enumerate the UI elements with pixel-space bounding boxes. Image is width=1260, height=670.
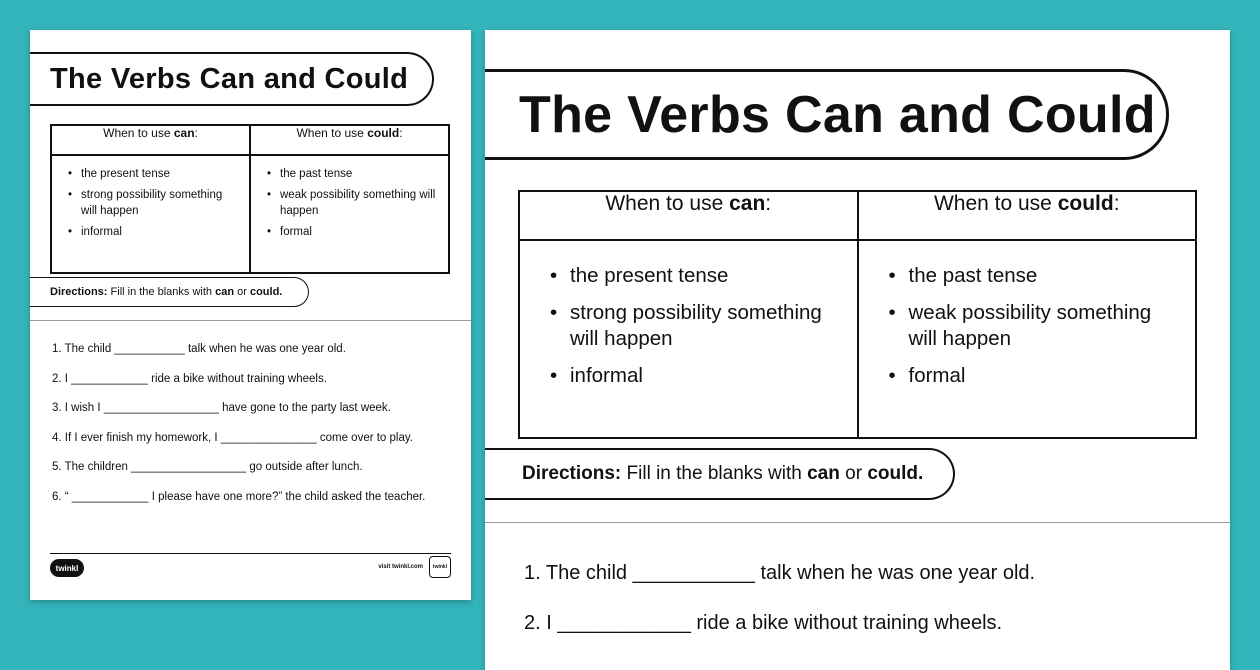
list-item: • weak possibility something will happen	[889, 300, 1182, 352]
list-item: • strong possibility something will happen	[550, 300, 843, 352]
worksheet-preview-small	[30, 30, 471, 600]
divider	[485, 522, 1230, 523]
twinkl-logo: twinkl	[50, 559, 84, 577]
question-item: 6. “ ____________ I please have one more?” the child asked the teacher.	[52, 490, 426, 503]
page-title: The Verbs Can and Could	[519, 85, 1156, 144]
list-item: • informal	[550, 363, 843, 389]
twinkl-badge-icon: twinkl	[429, 556, 451, 578]
list-item: • formal	[267, 224, 440, 240]
question-list	[524, 562, 1035, 662]
directions-text: Directions: Fill in the blanks with can or could.	[50, 286, 283, 298]
question-item: 1. The child ___________ talk when he was one year old.	[52, 343, 346, 355]
directions-text: Directions: Fill in the blanks with can or could.	[522, 463, 924, 484]
could-cell	[858, 240, 1197, 438]
footer-visit-text: visit twinkl.com	[378, 564, 423, 570]
can-cell	[51, 155, 250, 273]
can-header: When to use can:	[51, 125, 250, 155]
can-cell	[519, 240, 858, 438]
directions-banner	[30, 277, 309, 307]
list-item: • the past tense	[889, 263, 1182, 289]
list-item: • the past tense	[267, 166, 440, 182]
could-cell	[250, 155, 449, 273]
list-item: • strong possibility something will happen	[68, 187, 241, 219]
question-item: 4. If I ever finish my homework, I _______________ come over to play.	[52, 431, 413, 444]
question-item: 1. The child ___________ talk when he was one year old.	[524, 562, 1036, 584]
footer-divider	[50, 553, 451, 554]
worksheet-zoom-large	[485, 30, 1230, 670]
title-banner	[30, 52, 434, 106]
usage-table	[518, 190, 1197, 439]
question-item: 2. I ____________ ride a bike without training wheels.	[524, 612, 1003, 634]
question-item: 3. I wish I __________________ have gone to the party last week.	[52, 402, 391, 415]
could-header: When to use could:	[250, 125, 449, 155]
list-item: • the present tense	[550, 263, 843, 289]
list-item: • informal	[68, 224, 241, 240]
directions-banner	[485, 448, 955, 500]
list-item: • the present tense	[68, 166, 241, 182]
question-list	[52, 343, 425, 521]
question-item: 5. The children __________________ go outside after lunch.	[52, 461, 363, 474]
could-header: When to use could:	[858, 191, 1197, 240]
question-item: 2. I ____________ ride a bike without training wheels.	[52, 372, 327, 385]
can-header: When to use can:	[519, 191, 858, 240]
usage-table	[50, 124, 450, 274]
list-item: • weak possibility something will happen	[267, 187, 440, 219]
divider	[30, 320, 471, 321]
page-title: The Verbs Can and Could	[50, 62, 409, 95]
title-banner	[485, 69, 1169, 160]
list-item: • formal	[889, 363, 1182, 389]
